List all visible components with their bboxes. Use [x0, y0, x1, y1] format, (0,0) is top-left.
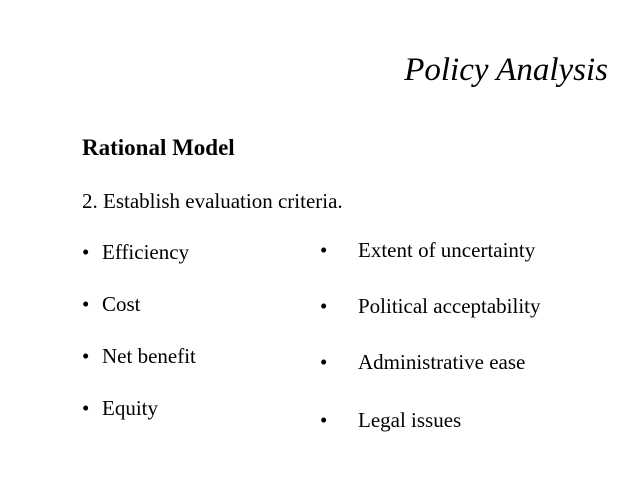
step-heading: 2. Establish evaluation criteria. [82, 189, 343, 213]
bullet-icon: • [82, 292, 90, 316]
bullet-item [320, 238, 535, 263]
bullet-icon: • [320, 294, 328, 318]
bullet-item [82, 240, 189, 265]
bullet-label: Legal issues [358, 408, 462, 432]
bullet-icon: • [82, 396, 90, 420]
bullet-label: Administrative ease [358, 350, 526, 374]
bullet-icon: • [320, 350, 328, 374]
bullet-icon: • [320, 408, 328, 432]
bullet-item [82, 344, 196, 369]
bullet-icon: • [320, 238, 328, 262]
bullet-label: Equity [102, 396, 158, 420]
bullet-icon: • [82, 240, 90, 264]
bullet-label: Cost [102, 292, 141, 316]
bullet-label: Net benefit [102, 344, 196, 368]
bullet-label: Extent of uncertainty [358, 238, 536, 262]
bullet-item [320, 408, 461, 433]
bullet-item [82, 292, 141, 317]
bullet-item [320, 294, 541, 319]
slide-subtitle: Rational Model [82, 135, 235, 160]
bullet-item [320, 350, 525, 375]
bullet-label: Political acceptability [358, 294, 541, 318]
bullet-label: Efficiency [102, 240, 190, 264]
bullet-item [82, 396, 158, 421]
slide-title: Policy Analysis [404, 52, 608, 88]
bullet-icon: • [82, 344, 90, 368]
